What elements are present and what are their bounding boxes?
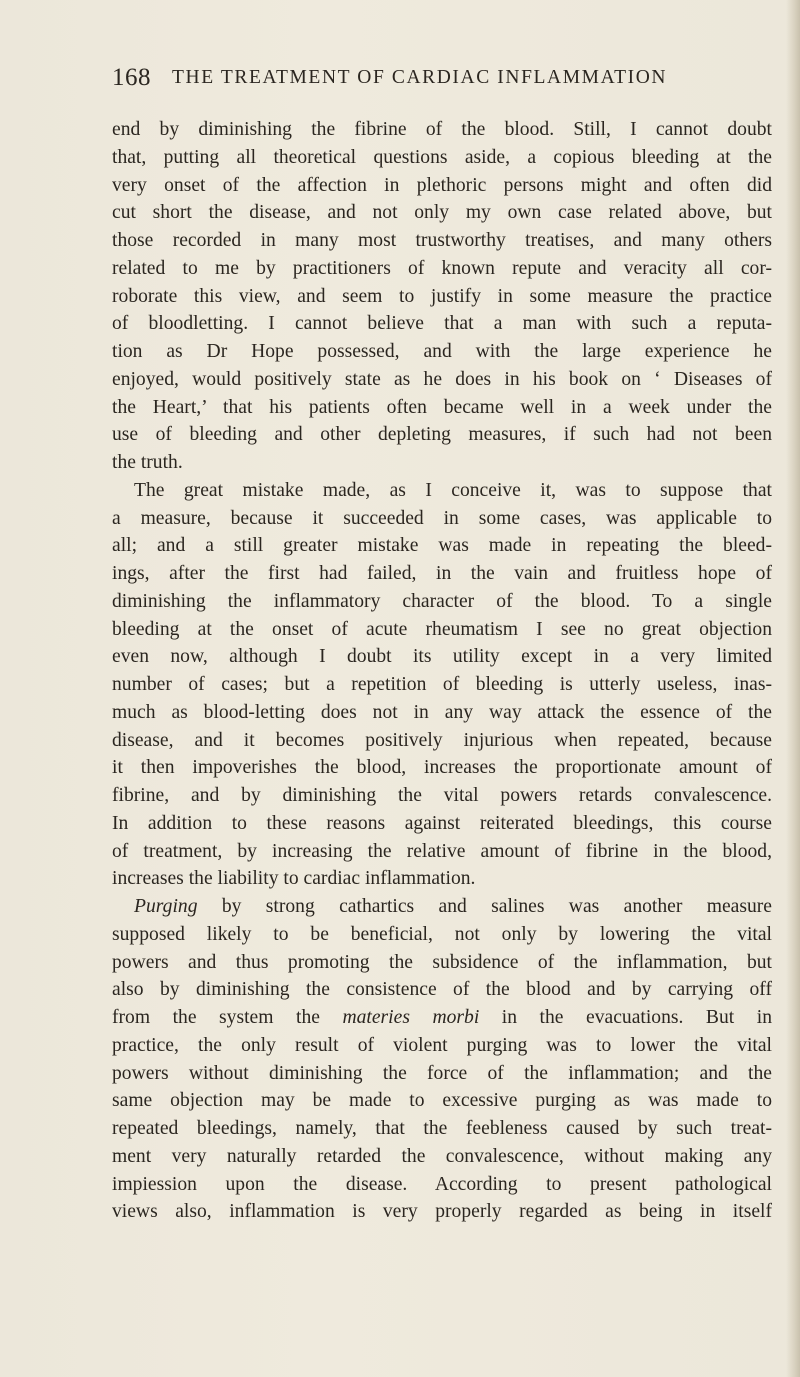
text-line: of bloodletting. I cannot believe that a man with such a reputa- — [112, 313, 772, 335]
text-line: bleeding at the onset of acute rheumatism I see no great objection — [112, 618, 772, 640]
text-line: use of bleeding and other depleting measures, if such had not been — [112, 424, 772, 446]
text-line: all; and a still greater mistake was made in repeating the bleed- — [112, 535, 772, 557]
text-span: from the system the — [112, 1007, 343, 1028]
text-line: ment very naturally retarded the convalescence, without making any — [112, 1145, 772, 1167]
text-line: it then impoverishes the blood, increases the proportionate amount of — [112, 757, 772, 779]
text-line: enjoyed, would positively state as he does in his book on ‘ Diseases of — [112, 368, 772, 390]
text-line: very onset of the affection in plethoric persons might and often did — [112, 174, 772, 196]
text-line: a measure, because it succeeded in some cases, was applicable to — [112, 507, 772, 529]
italic-lead-word: Purging — [134, 896, 198, 917]
text-line: supposed likely to be beneficial, not only by lowering the vital — [112, 923, 772, 945]
text-line: increases the liability to cardiac inflammation. — [112, 868, 476, 890]
text-line — [112, 893, 772, 921]
text-span: by strong cathartics and salines was another measure — [197, 896, 772, 917]
text-line: number of cases; but a repetition of bleeding is utterly useless, inas- — [112, 674, 772, 695]
page-number: 168 — [112, 64, 151, 91]
page-edge-shadow — [786, 0, 800, 1377]
paragraph-3 — [112, 893, 772, 1226]
text-line: roborate this view, and seem to justify in some measure the practice — [112, 285, 772, 307]
text-line: cut short the disease, and not only my own case related above, but — [112, 202, 772, 224]
text-line: ings, after the first had failed, in the vain and fruitless hope of — [112, 563, 772, 584]
paragraph-1 — [112, 116, 772, 477]
text-line: also by diminishing the consistence of the blood and by carrying off — [112, 979, 772, 1001]
text-line: that, putting all theoretical questions aside, a copious bleeding at the — [112, 146, 772, 168]
text-line: tion as Dr Hope possessed, and with the large experience he — [112, 341, 772, 362]
paragraph-2 — [112, 477, 772, 893]
text-line: fibrine, and by diminishing the vital powers retards convalescence. — [112, 785, 772, 806]
text-line: views also, inflammation is very properly regarded as being in itself — [112, 1201, 772, 1223]
text-line: the Heart,’ that his patients often became well in a week under the — [112, 396, 772, 418]
running-title: THE TREATMENT OF CARDIAC INFLAMMATION — [172, 67, 668, 88]
text-line: the truth. — [112, 452, 183, 473]
text-line: repeated bleedings, namely, that the feebleness caused by such treat- — [112, 1118, 772, 1139]
text-line: much as blood-letting does not in any way attack the essence of the — [112, 701, 772, 723]
text-line: impiession upon the disease. According to present pathological — [112, 1173, 772, 1195]
text-line: related to me by practitioners of known repute and veracity all cor- — [112, 257, 772, 279]
text-line: those recorded in many most trustworthy treatises, and many others — [112, 230, 772, 251]
body-text — [112, 116, 772, 1226]
text-line: In addition to these reasons against reiterated bleedings, this course — [112, 812, 772, 834]
italic-phrase: materies morbi — [342, 1007, 480, 1028]
text-line: disease, and it becomes positively injurious when repeated, because — [112, 729, 772, 751]
text-line: diminishing the inflammatory character of the blood. To a single — [112, 590, 772, 612]
text-line: practice, the only result of violent purging was to lower the vital — [112, 1034, 772, 1056]
text-line: powers and thus promoting the subsidence of the inflammation, but — [112, 951, 772, 973]
text-line: same objection may be made to excessive purging as was made to — [112, 1090, 772, 1112]
text-line — [112, 1004, 772, 1032]
text-line: powers without diminishing the force of the inflammation; and the — [112, 1062, 772, 1084]
text-line: The great mistake made, as I conceive it, was to suppose that — [134, 479, 772, 501]
text-span: in the evacuations. But in — [479, 1007, 772, 1028]
text-line: even now, although I doubt its utility except in a very limited — [112, 646, 772, 668]
text-line: of treatment, by increasing the relative amount of fibrine in the blood, — [112, 840, 772, 862]
text-line: end by diminishing the fibrine of the blood. Still, I cannot doubt — [112, 119, 772, 140]
running-head — [112, 64, 772, 98]
